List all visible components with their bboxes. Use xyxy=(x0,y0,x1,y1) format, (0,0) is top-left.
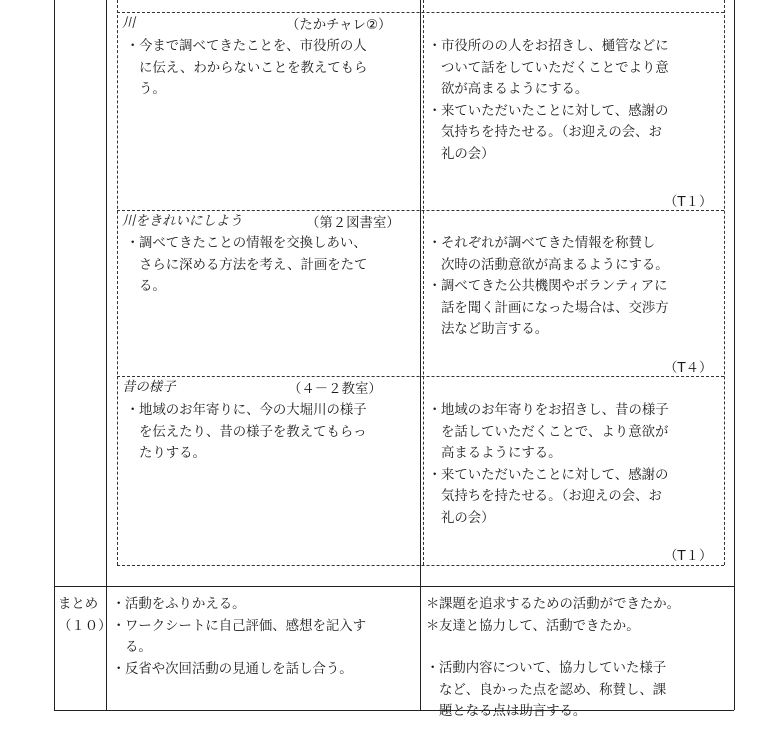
teacher-tag: （T１） xyxy=(664,549,713,564)
teacher-tag: （T４） xyxy=(664,361,713,376)
activity-line: ・ 今まで調べてきたことを、市役所の人 xyxy=(125,36,367,58)
support-line: ・ 市役所のの人をお招きし、樋管などに xyxy=(428,39,669,54)
bullet: ・ xyxy=(126,39,140,54)
activity-line: に伝え、わからないことを教えてもら xyxy=(139,60,368,76)
phase-column-divider xyxy=(106,0,107,710)
summary-evaluation: ＊ 課題を追求するための活動ができたか。 ＊ 友達と協力して、活動できたか。 xyxy=(426,597,681,634)
teacher-tag: （T１） xyxy=(664,195,713,210)
group-box-divider-2 xyxy=(117,376,724,377)
section-title: 川をきれいにしよう xyxy=(122,214,243,229)
group-box-middle-dashed xyxy=(423,0,424,565)
section-activities xyxy=(125,36,367,101)
section-title: 昔の様子 xyxy=(122,380,176,395)
support-line: 欲が高まるようにする。 xyxy=(441,82,589,97)
summary-activities: ・ 活動をふりかえる。 ・ ワークシートに自己評価、感想を記入す る。 ・ 反省や次回活動の見通しを話し合う。 xyxy=(112,597,367,677)
group-box-divider-1 xyxy=(117,210,724,211)
table-left-border xyxy=(54,0,55,710)
section-title-row xyxy=(122,378,176,398)
phase-minutes: （１０） xyxy=(58,619,112,634)
section-title: 川 xyxy=(122,16,136,31)
support-line: 気持ちを持たせる。（お迎えの会、お xyxy=(441,125,662,140)
section-location: （たかチャレ②） xyxy=(286,18,392,33)
section-title-row xyxy=(122,212,243,232)
activity-column-divider xyxy=(420,0,421,710)
group-box-top-dashed xyxy=(117,12,724,13)
support-line: 礼の会） xyxy=(441,146,495,162)
section-activities: ・ 地域のお年寄りに、今の大堀川の様子 を伝えたり、昔の様子を教えてもらっ たりする。 xyxy=(126,403,367,461)
section-title-row xyxy=(122,14,135,34)
activity-line: う。 xyxy=(139,82,166,97)
section-location: （４－２教室） xyxy=(288,382,382,397)
group-box-right-dashed xyxy=(724,0,725,565)
phase-label: まとめ xyxy=(58,597,99,612)
summary-row-top-border xyxy=(54,586,734,587)
section-location: （第２図書室） xyxy=(306,216,400,231)
section-activities: ・ 調べてきたことの情報を交換しあい、 さらに深める方法を考え、計画をたて る。 xyxy=(126,236,368,294)
section-support: ・ それぞれが調べてきた情報を称賛し 次時の活動意欲が高まるようにする。 ・ 調べてきた公共機関やボランティアに 話を聞く計画になった場合は、交渉方 法など助言する。 xyxy=(428,236,669,337)
summary-support: ・ 活動内容について、協力していた様子 など、良かった点を認め、称賛し、課 題となる点は助言する。 xyxy=(426,661,667,719)
table-right-border xyxy=(734,0,735,710)
group-box-left-dashed xyxy=(117,0,118,565)
section-support xyxy=(427,36,669,165)
support-line: ついて話をしていただくことでより意 xyxy=(441,60,669,76)
support-line: ・ 来ていただいたことに対して、感謝の xyxy=(428,103,669,119)
section-support: ・ 地域のお年寄りをお招きし、昔の様子 を話していただくことで、より意欲が 高まるようにする。 ・ 来ていただいたことに対して、感謝の 気持ちを持たせる。（お迎えの会、お 礼の会） xyxy=(428,403,669,526)
group-box-bottom-dashed xyxy=(117,565,724,566)
